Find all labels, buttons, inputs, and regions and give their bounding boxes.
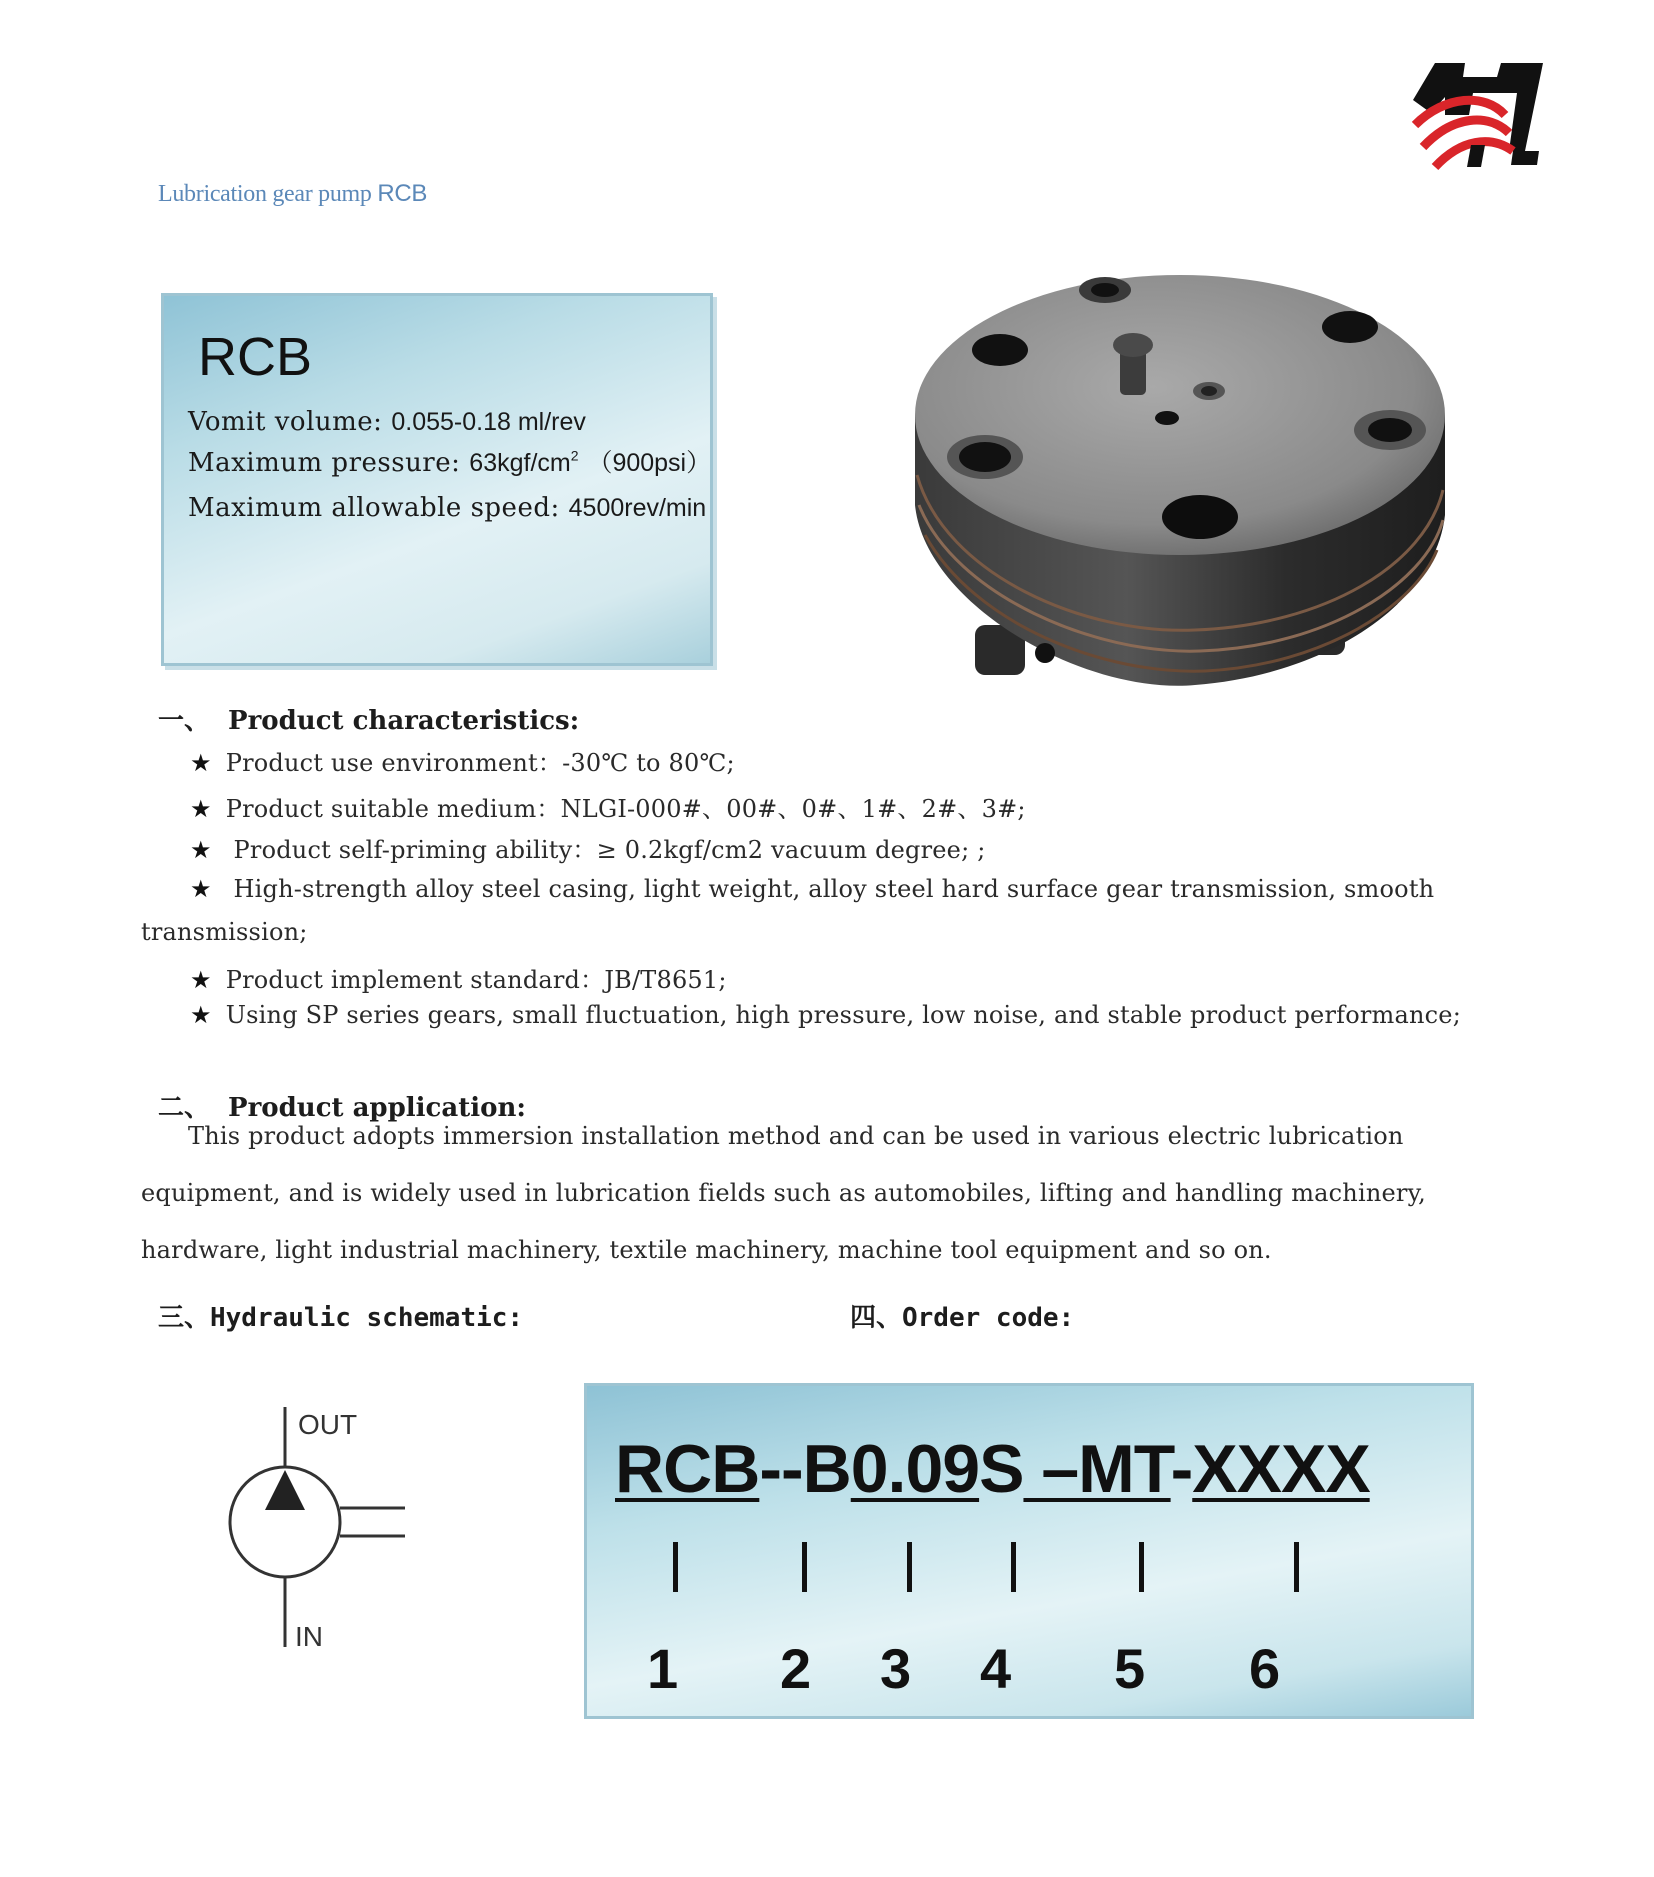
star-icon: ★ [190,836,212,864]
section-number: 二、 [158,1093,211,1123]
star-icon: ★ [190,875,212,903]
application-text: hardware, light industrial machinery, textile machinery, machine tool equipment and so on. [141,1236,1272,1264]
code-part: S [979,1431,1024,1507]
in-label: IN [295,1621,323,1652]
list-item [190,789,1026,824]
star-icon: ★ [190,795,212,823]
section-application-heading [158,1087,526,1124]
spec-value: 0.055-0.18 ml/rev [391,408,586,436]
list-item [190,830,985,865]
code-index: 6 [1249,1637,1281,1700]
order-code-box [584,1383,1474,1719]
spec-max-speed [188,490,706,523]
code-index: 1 [647,1637,679,1700]
code-part: XXXX [1192,1431,1370,1507]
section-title: Product characteristics: [228,706,580,736]
code-index: 2 [780,1637,812,1700]
spec-vomit-volume [188,404,586,437]
code-tick [802,1542,807,1592]
code-tick [1294,1542,1299,1592]
code-part: –MT [1023,1431,1171,1507]
company-logo [1405,55,1555,180]
section-order-heading: 四、Order code: [850,1303,1075,1333]
gear-pump-photo [905,275,1450,705]
list-item [190,1001,1461,1029]
star-icon: ★ [190,1001,212,1029]
section-number: 一、 [158,706,211,736]
spec-box [161,293,713,666]
spec-label: Vomit volume: [188,407,383,437]
spec-label: Maximum allowable speed: [188,493,560,523]
star-icon: ★ [190,749,212,777]
star-icon: ★ [190,966,212,994]
application-text: This product adopts immersion installation method and can be used in various electric lubrication [188,1122,1404,1150]
feature-wrap-text: transmission; [141,918,308,946]
spec-superscript: 2 [570,447,579,464]
title-text: Lubrication gear pump [158,181,372,207]
code-part: 0.09 [850,1431,980,1507]
code-tick [673,1542,678,1592]
title-model: RCB [377,180,428,207]
code-index: 5 [1114,1637,1146,1700]
application-text: equipment, and is widely used in lubrication fields such as automobiles, lifting and handling machinery, [141,1179,1426,1207]
page-title [158,180,427,208]
code-part: RCB [615,1431,760,1507]
feature-text: Product suitable medium：NLGI-000#、00#、0#、1#、2#、3#; [225,795,1026,823]
hydraulic-schematic [140,1362,460,1672]
section-title: Product application: [228,1093,526,1123]
code-tick [1139,1542,1144,1592]
code-index: 4 [980,1637,1012,1700]
code-part: - [1170,1431,1193,1507]
spec-extra: （900psi） [587,449,712,477]
feature-text: Product implement standard：JB/T8651; [225,966,727,994]
feature-text: Product self-priming ability：≥ 0.2kgf/cm2 vacuum degree; ; [225,836,986,864]
out-label: OUT [298,1409,358,1440]
list-item [190,960,727,995]
spec-model: RCB [198,327,313,387]
code-index: 3 [880,1637,912,1700]
list-item [190,743,735,778]
feature-text: High-strength alloy steel casing, light weight, alloy steel hard surface gear transmission, smooth [225,875,1435,903]
list-item [190,875,1434,903]
spec-label: Maximum pressure: [188,448,461,478]
spec-value: 4500rev/min [568,494,707,522]
section-characteristics-heading [158,700,579,737]
code-tick [1011,1542,1016,1592]
order-code [615,1430,1370,1508]
spec-max-pressure [188,443,711,479]
code-tick [907,1542,912,1592]
code-part: --B [759,1431,851,1507]
section-schematic-heading: 三、Hydraulic schematic: [158,1303,524,1333]
feature-text: Product use environment：-30℃ to 80℃; [225,749,735,777]
spec-value: 63kgf/cm [469,449,571,477]
feature-text: Using SP series gears, small fluctuation, high pressure, low noise, and stable product performance; [225,1001,1461,1029]
